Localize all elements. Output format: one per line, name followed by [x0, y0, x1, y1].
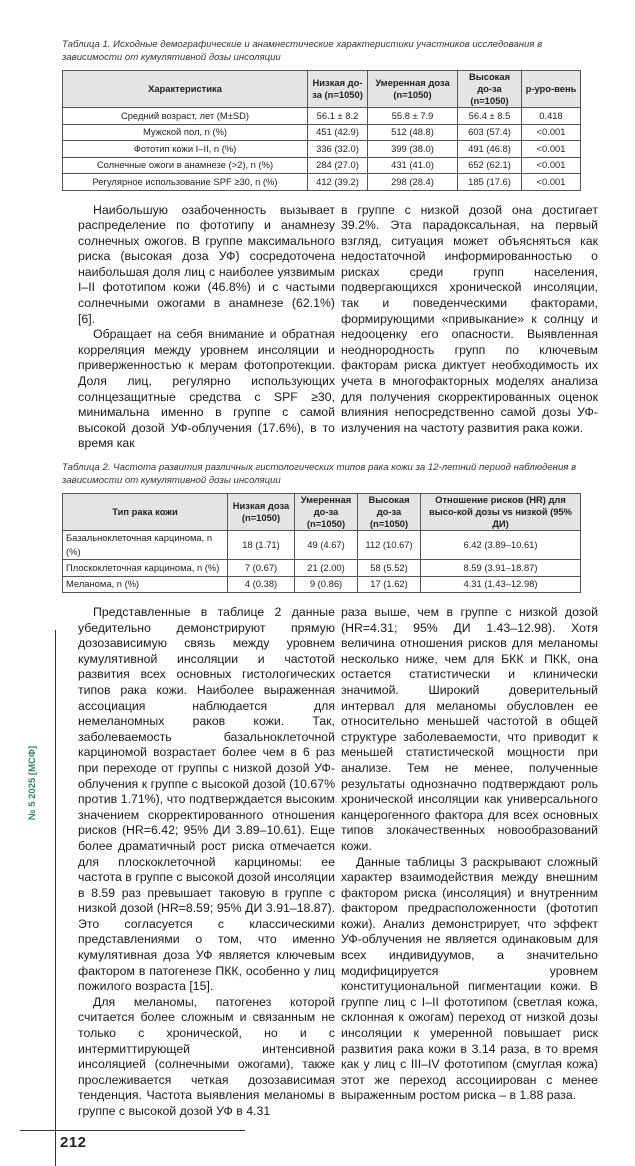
table-cell: 336 (32.0)	[308, 141, 368, 158]
table-cell: 412 (39.2)	[308, 174, 368, 191]
table-cell: 451 (42.9)	[308, 124, 368, 141]
column-header: Умеренная до-за (n=1050)	[295, 494, 358, 531]
row-label-cell: Солнечные ожоги в анамнезе (>2), n (%)	[63, 157, 308, 174]
table-cell: 6.42 (3.89–10.61)	[421, 531, 581, 560]
table-cell: 9 (0.86)	[295, 576, 358, 593]
table-cell: <0.001	[522, 157, 581, 174]
row-label-cell: Меланома, n (%)	[63, 576, 228, 593]
table-cell: 18 (1.71)	[228, 531, 295, 560]
row-label-cell: Базальноклеточная карцинома, n (%)	[63, 531, 228, 560]
column-header: Высокая до-за (n=1050)	[458, 71, 522, 108]
table-cell: 7 (0.67)	[228, 560, 295, 577]
table2	[62, 493, 581, 593]
table-cell: <0.001	[522, 174, 581, 191]
table-cell: 21 (2.00)	[295, 560, 358, 577]
table-cell: 603 (57.4)	[458, 124, 522, 141]
table-cell: 17 (1.62)	[358, 576, 421, 593]
table-cell: 4 (0.38)	[228, 576, 295, 593]
table-cell: 652 (62.1)	[458, 157, 522, 174]
column-header: Низкая доза (n=1050)	[228, 494, 295, 531]
table-row	[63, 560, 581, 577]
table-cell: 298 (28.4)	[368, 174, 458, 191]
footer	[20, 1130, 245, 1156]
paragraph: раза выше, чем в группе с низкой дозой (HR=4.31; 95% ДИ 1.43–12.98). Хотя величина отношения рисков для меланомы несколько ниже, чем для БКК и ПКК, она остается статистически и клинически значимой. Широкий доверительный интервал для меланомы обусловлен ее относительно меньшей частотой в общей структуре заболеваемости, что приводит к меньшей статистической мощности при анализе. Тем не менее, полученные результаты однозначно подтверждают роль хронической инсоляции как универсального канцерогенного фактора для всех основных типов злокачественных новообразований кожи.	[341, 605, 598, 853]
table2-caption: Таблица 2. Частота развития различных гистологических типов рака кожи за 12-летний период наблюдения в зависимости от кумулятивной дозы инсоляции	[62, 462, 577, 486]
row-label-cell: Мужской пол, n (%)	[63, 124, 308, 141]
table-row	[63, 576, 581, 593]
table-cell: 56.4 ± 8.5	[458, 108, 522, 125]
table-cell: 185 (17.6)	[458, 174, 522, 191]
table-cell: 512 (48.8)	[368, 124, 458, 141]
table-row	[63, 141, 581, 158]
paragraph: Данные таблицы 3 раскрывают сложный характер взаимодействия между внешним фактором риска (инсоляция) и внутренним фактором предрасположенности (фототип кожи). Анализ демонстрирует, что эффект УФ-облучения не является одинаковым для всех индивидуумов, а значительно модифицируется уровнем конституциональной пигментации кожи. В группе лиц с I–II фототипом (светлая кожа, склонная к ожогам) переход от низкой дозы инсоляции к умеренной повышает риск развития рака кожи в 3.14 раза, в то время как у лиц с III–IV фототипом (смуглая кожа) этот же переход ассоциирован с менее выраженным ростом риска – в 1.88 раза.	[341, 854, 598, 1103]
table-cell: <0.001	[522, 141, 581, 158]
table-row	[63, 157, 581, 174]
row-label-cell: Фототип кожи I–II, n (%)	[63, 141, 308, 158]
column-header: Характеристика	[63, 71, 308, 108]
column-header: Умеренная доза (n=1050)	[368, 71, 458, 108]
row-label-cell: Средний возраст, лет (M±SD)	[63, 108, 308, 125]
paragraph: Наибольшую озабоченность вызывает распределение по фототипу и анамнезу солнечных ожогов. В группе максимального риска (высокая доза УФ) сосредоточена наибольшая доля лиц с наиболее уязвимым I–II фототипом кожи (46.8%) и с частыми солнечными ожогами в анамнезе (62.1%) [6].	[78, 202, 335, 326]
table-cell: 491 (46.8)	[458, 141, 522, 158]
row-label-cell: Регулярное использование SPF ≥30, n (%)	[63, 174, 308, 191]
table-cell: 399 (38.0)	[368, 141, 458, 158]
table-cell: 431 (41.0)	[368, 157, 458, 174]
table1-caption: Таблица 1. Исходные демографические и анамнестические характеристики участников исследования в зависимости от кумулятивной дозы инсоляции	[62, 39, 543, 63]
text-column-right-1	[341, 203, 598, 453]
table-cell: 4.31 (1.43–12.98)	[421, 576, 581, 593]
column-header: Низкая до-за (n=1050)	[308, 71, 368, 108]
table-row	[63, 174, 581, 191]
table1	[62, 70, 581, 191]
column-header: Высокая до-за (n=1050)	[358, 494, 421, 531]
table-header-row	[63, 71, 581, 108]
text-column-left-2	[78, 605, 335, 1120]
text-column-left-1	[78, 203, 335, 453]
table-row	[63, 124, 581, 141]
text-block-2	[78, 605, 598, 1120]
table-cell: 0.418	[522, 108, 581, 125]
table-cell: 112 (10.67)	[358, 531, 421, 560]
text-block-1	[78, 202, 598, 453]
paragraph: Обращает на себя внимание и обратная корреляция между уровнем инсоляции и приверженностью к мерам фотопротекции. Доля лиц, регулярно использующих солнцезащитные средства с SPF ≥30, минимальна именно в группе с самой высокой дозой УФ-облучения (17.6%), в то время как	[78, 327, 335, 451]
table-cell: 8.59 (3.91–18.87)	[421, 560, 581, 577]
page-number: 212	[60, 1133, 87, 1151]
column-header: Тип рака кожи	[63, 494, 228, 531]
table-cell: 284 (27.0)	[308, 157, 368, 174]
paragraph: Представленные в таблице 2 данные убедительно демонстрируют прямую дозозависимую связь между уровнем кумулятивной инсоляции и частотой развития всех основных гистологических типов рака кожи. Наиболее выраженная ассоциация наблюдается для немеланомных раков кожи. Так, заболеваемость базальноклеточной карциномой возрастает более чем в 6 раз при переходе от группы с низкой дозой УФ-облучения к группе с высокой дозой (10.67% против 1.71%), что подтверждается высоким значением скорректированного отношения рисков (HR=6.42; 95% ДИ 3.89–10.61). Еще более драматичный рост риска отмечается для плоскоклеточной карциномы: ее частота в группе с высокой дозой инсоляции в 8.59 раз превышает таковую в группе с низкой дозой (HR=8.59; 95% ДИ 3.91–18.87). Это согласуется с классическими представлениями о том, что именно кумулятивная доза УФ является ключевым фактором в патогенезе ПКК, особенно у лиц пожилого возраста [15].	[78, 605, 335, 994]
table-row	[63, 108, 581, 125]
journal-issue-label: № 5 2025 [МСФ]	[27, 745, 38, 820]
column-header: Отношение рисков (HR) для высо-кой дозы vs низкой (95% ДИ)	[421, 494, 581, 531]
table-header-row	[63, 494, 581, 531]
text-column-right-2	[341, 605, 598, 1120]
paragraph: в группе с низкой дозой она достигает 39.2%. Эта парадоксальная, на первый взгляд, ситуация может объясняться как недостаточной информированностью о рисках среди групп населения, подвергающихся хронической инсоляции, так и поведенческими факторами, формирующими «привыкание» к солнцу и недооценку его опасности. Выявленная неоднородность групп по ключевым факторам риска диктует необходимость их учета в многофакторных моделях анализа для получения скорректированных оценок влияния непосредственно самой дозы УФ-излучения на частоту развития рака кожи.	[341, 202, 598, 435]
column-header: p-уро-вень	[522, 71, 581, 108]
table-row	[63, 531, 581, 560]
table-cell: <0.001	[522, 124, 581, 141]
paragraph: Для меланомы, патогенез которой считается более сложным и связанным не только с хронической, но и с интермиттирующей интенсивной инсоляцией (солнечными ожогами), также прослеживается четкая дозозависимая тенденция. Частота выявления меланомы в группе с высокой дозой УФ в 4.31	[78, 994, 335, 1118]
row-label-cell: Плоскоклеточная карцинома, n (%)	[63, 560, 228, 577]
table-cell: 58 (5.52)	[358, 560, 421, 577]
table-cell: 49 (4.67)	[295, 531, 358, 560]
table-cell: 56.1 ± 8.2	[308, 108, 368, 125]
table-cell: 55.8 ± 7.9	[368, 108, 458, 125]
